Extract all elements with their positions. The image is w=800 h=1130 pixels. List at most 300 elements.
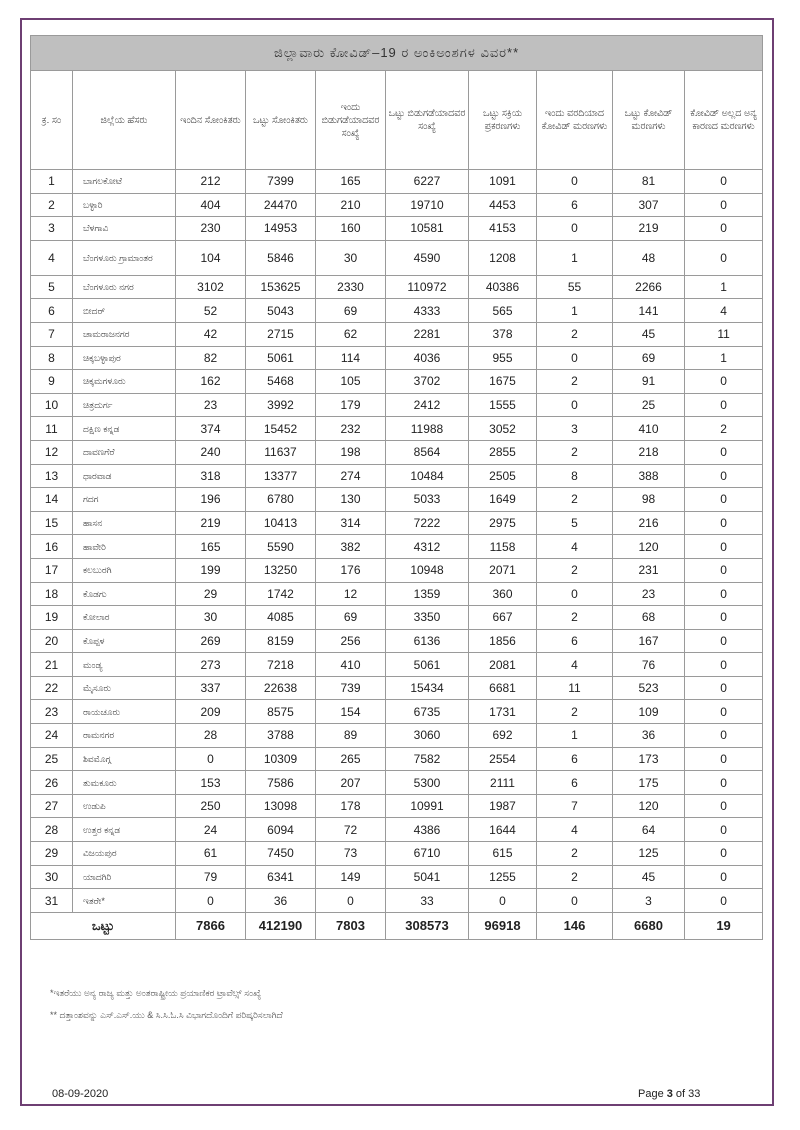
table-cell: 2554	[469, 747, 537, 771]
table-cell: 0	[685, 558, 763, 582]
table-cell: 0	[685, 889, 763, 913]
district-name-cell: ರಾಯಚೂರು	[73, 700, 176, 724]
table-cell: 0	[537, 170, 613, 194]
table-row	[31, 558, 763, 582]
table-cell: 523	[613, 676, 685, 700]
total-cell: 308573	[386, 912, 469, 939]
district-name-cell: ಚಾಮರಾಜನಗರ	[73, 322, 176, 346]
table-cell: 1	[685, 275, 763, 299]
table-cell: 378	[469, 322, 537, 346]
table-cell: 0	[685, 170, 763, 194]
table-cell: 318	[176, 464, 246, 488]
district-covid-table	[30, 35, 763, 940]
table-cell: 0	[176, 747, 246, 771]
table-cell: 0	[537, 217, 613, 241]
table-cell: 0	[685, 794, 763, 818]
table-cell: 72	[316, 818, 386, 842]
table-cell: 25	[613, 393, 685, 417]
table-cell: 19710	[386, 193, 469, 217]
table-cell: 120	[613, 535, 685, 559]
table-cell: 91	[613, 370, 685, 394]
table-cell: 1742	[246, 582, 316, 606]
table-cell: 24	[176, 818, 246, 842]
table-row	[31, 240, 763, 275]
table-cell: 0	[685, 393, 763, 417]
district-name-cell: ಕೊಡಗು	[73, 582, 176, 606]
table-cell: 2330	[316, 275, 386, 299]
table-row	[31, 346, 763, 370]
table-cell: 0	[469, 889, 537, 913]
table-cell: 36	[613, 724, 685, 748]
table-cell: 12	[31, 440, 73, 464]
district-name-cell: ಯಾದಗಿರಿ	[73, 865, 176, 889]
table-cell: 0	[316, 889, 386, 913]
table-row	[31, 417, 763, 441]
district-name-cell: ಇತರೇ*	[73, 889, 176, 913]
total-cell: 96918	[469, 912, 537, 939]
table-cell: 14	[31, 488, 73, 512]
district-name-cell: ಕೋಲಾರ	[73, 606, 176, 630]
footer-date: 08-09-2020	[52, 1088, 109, 1100]
table-row	[31, 629, 763, 653]
table-cell: 125	[613, 842, 685, 866]
table-cell: 5468	[246, 370, 316, 394]
district-name-cell: ದಾವಣಗೆರೆ	[73, 440, 176, 464]
table-row	[31, 217, 763, 241]
table-cell: 6	[537, 747, 613, 771]
table-cell: 4153	[469, 217, 537, 241]
table-cell: 360	[469, 582, 537, 606]
table-cell: 218	[613, 440, 685, 464]
table-cell: 23	[31, 700, 73, 724]
table-cell: 109	[613, 700, 685, 724]
table-cell: 739	[316, 676, 386, 700]
table-cell: 0	[685, 747, 763, 771]
table-cell: 73	[316, 842, 386, 866]
table-cell: 19	[31, 606, 73, 630]
table-cell: 26	[31, 771, 73, 795]
table-cell: 8564	[386, 440, 469, 464]
table-cell: 269	[176, 629, 246, 653]
table-cell: 1208	[469, 240, 537, 275]
footer-page	[638, 1088, 700, 1100]
table-cell: 6	[537, 193, 613, 217]
table-cell: 13	[31, 464, 73, 488]
table-cell: 382	[316, 535, 386, 559]
table-cell: 410	[316, 653, 386, 677]
table-row	[31, 606, 763, 630]
table-cell: 2	[685, 417, 763, 441]
table-cell: 410	[613, 417, 685, 441]
table-row	[31, 170, 763, 194]
table-cell: 210	[316, 193, 386, 217]
table-row	[31, 724, 763, 748]
table-cell: 2412	[386, 393, 469, 417]
table-cell: 30	[316, 240, 386, 275]
table-cell: 12	[316, 582, 386, 606]
table-cell: 219	[176, 511, 246, 535]
table-cell: 5033	[386, 488, 469, 512]
table-cell: 2111	[469, 771, 537, 795]
table-cell: 13098	[246, 794, 316, 818]
table-cell: 28	[31, 818, 73, 842]
table-cell: 5	[31, 275, 73, 299]
total-cell: 6680	[613, 912, 685, 939]
table-cell: 2855	[469, 440, 537, 464]
table-cell: 4312	[386, 535, 469, 559]
table-cell: 1	[537, 299, 613, 323]
district-name-cell: ಚಿಕ್ಕಬಳ್ಳಾಪುರ	[73, 346, 176, 370]
table-cell: 178	[316, 794, 386, 818]
footnote-2: ** ದತ್ತಾಂಶವನ್ನು ಎಸ್.ಎಸ್.ಯು & ಸಿ.ಸಿ.ಓ.ಸಿ ವಿಭಾಗದೊಂದಿಗೆ ಪರಿಷ್ಕರಿಸಲಾಗಿದೆ	[50, 1010, 283, 1020]
table-cell: 4	[31, 240, 73, 275]
column-header: ಕ್ರ. ಸಂ	[31, 71, 73, 170]
column-header: ಇಂದು ವರದಿಯಾದ ಕೋವಿಡ್ ಮರಣಗಳು	[537, 71, 613, 170]
table-cell: 10948	[386, 558, 469, 582]
table-cell: 22	[31, 676, 73, 700]
table-cell: 8159	[246, 629, 316, 653]
table-cell: 7	[537, 794, 613, 818]
table-cell: 1675	[469, 370, 537, 394]
table-cell: 337	[176, 676, 246, 700]
total-cell: 7866	[176, 912, 246, 939]
table-cell: 388	[613, 464, 685, 488]
table-cell: 240	[176, 440, 246, 464]
district-name-cell: ಧಾರವಾಡ	[73, 464, 176, 488]
column-header: ಒಟ್ಟು ಸೋಂಕಿತರು	[246, 71, 316, 170]
table-cell: 0	[685, 193, 763, 217]
table-cell: 0	[537, 889, 613, 913]
table-row	[31, 747, 763, 771]
page-number: 3	[666, 1088, 673, 1100]
table-cell: 25	[31, 747, 73, 771]
table-cell: 4085	[246, 606, 316, 630]
table-cell: 120	[613, 794, 685, 818]
table-cell: 256	[316, 629, 386, 653]
table-cell: 2	[537, 322, 613, 346]
table-cell: 11	[537, 676, 613, 700]
table-cell: 23	[176, 393, 246, 417]
table-cell: 10	[31, 393, 73, 417]
table-cell: 15434	[386, 676, 469, 700]
table-cell: 153	[176, 771, 246, 795]
table-cell: 374	[176, 417, 246, 441]
table-cell: 5061	[386, 653, 469, 677]
table-cell: 4	[685, 299, 763, 323]
table-cell: 13250	[246, 558, 316, 582]
table-cell: 0	[685, 464, 763, 488]
table-cell: 216	[613, 511, 685, 535]
table-cell: 5590	[246, 535, 316, 559]
column-header: ಒಟ್ಟು ಸಕ್ರಿಯ ಪ್ರಕರಣಗಳು	[469, 71, 537, 170]
table-cell: 7450	[246, 842, 316, 866]
column-header: ಕೋವಿಡ್ ಅಲ್ಲದ ಅನ್ಯ ಕಾರಣದ ಮರಣಗಳು	[685, 71, 763, 170]
table-cell: 0	[685, 700, 763, 724]
table-row	[31, 794, 763, 818]
table-cell: 231	[613, 558, 685, 582]
district-name-cell: ಚಿತ್ರದುರ್ಗ	[73, 393, 176, 417]
district-name-cell: ಉತ್ತರ ಕನ್ನಡ	[73, 818, 176, 842]
table-cell: 2	[537, 606, 613, 630]
table-body	[31, 170, 763, 940]
table-cell: 55	[537, 275, 613, 299]
table-cell: 1731	[469, 700, 537, 724]
table-cell: 2081	[469, 653, 537, 677]
table-cell: 314	[316, 511, 386, 535]
table-cell: 79	[176, 865, 246, 889]
table-cell: 1359	[386, 582, 469, 606]
district-name-cell: ಬೆಂಗಳೂರು ಗ್ರಾಮಾಂತರ	[73, 240, 176, 275]
table-cell: 9	[31, 370, 73, 394]
table-cell: 250	[176, 794, 246, 818]
table-cell: 162	[176, 370, 246, 394]
table-cell: 6735	[386, 700, 469, 724]
table-cell: 154	[316, 700, 386, 724]
table-cell: 10581	[386, 217, 469, 241]
table-cell: 0	[685, 582, 763, 606]
table-cell: 1	[537, 240, 613, 275]
table-row	[31, 370, 763, 394]
table-cell: 69	[316, 299, 386, 323]
table-cell: 36	[246, 889, 316, 913]
footnote-1: *ಇತರೆಯು ಅನ್ಯ ರಾಜ್ಯ ಮತ್ತು ಅಂತರಾಷ್ಟ್ರೀಯ ಪ್ರಯಾಣಿಕರ ಟ್ರಾವೆಲ್ಸ್ ಸಂಖ್ಯೆ	[50, 988, 262, 998]
table-cell: 4	[537, 818, 613, 842]
table-cell: 4036	[386, 346, 469, 370]
table-cell: 0	[685, 440, 763, 464]
table-row	[31, 299, 763, 323]
table-cell: 153625	[246, 275, 316, 299]
district-name-cell: ಕೊಪ್ಪಳ	[73, 629, 176, 653]
table-cell: 29	[176, 582, 246, 606]
table-cell: 10309	[246, 747, 316, 771]
table-row	[31, 818, 763, 842]
district-name-cell: ದಕ್ಷಿಣ ಕನ್ನಡ	[73, 417, 176, 441]
table-cell: 0	[685, 370, 763, 394]
column-header: ಜಿಲ್ಲೆಯ ಹೆಸರು	[73, 71, 176, 170]
table-cell: 207	[316, 771, 386, 795]
table-row	[31, 193, 763, 217]
table-cell: 1091	[469, 170, 537, 194]
district-name-cell: ತುಮಕೂರು	[73, 771, 176, 795]
table-cell: 0	[685, 511, 763, 535]
table-cell: 6	[537, 629, 613, 653]
table-cell: 0	[685, 629, 763, 653]
table-cell: 5043	[246, 299, 316, 323]
table-cell: 89	[316, 724, 386, 748]
table-cell: 52	[176, 299, 246, 323]
district-table-container	[30, 35, 762, 940]
table-cell: 0	[685, 818, 763, 842]
table-cell: 48	[613, 240, 685, 275]
table-cell: 175	[613, 771, 685, 795]
district-name-cell: ಕಲಬುರಗಿ	[73, 558, 176, 582]
table-cell: 265	[316, 747, 386, 771]
table-cell: 27	[31, 794, 73, 818]
table-row	[31, 488, 763, 512]
table-cell: 0	[537, 393, 613, 417]
table-cell: 2	[537, 370, 613, 394]
district-name-cell: ಉಡುಪಿ	[73, 794, 176, 818]
table-cell: 69	[316, 606, 386, 630]
page-suffix: of 33	[672, 1088, 701, 1100]
table-cell: 7222	[386, 511, 469, 535]
table-cell: 31	[31, 889, 73, 913]
total-cell: 146	[537, 912, 613, 939]
table-cell: 6136	[386, 629, 469, 653]
table-cell: 0	[685, 606, 763, 630]
table-cell: 199	[176, 558, 246, 582]
district-name-cell: ಮಂಡ್ಯ	[73, 653, 176, 677]
table-cell: 198	[316, 440, 386, 464]
table-cell: 6	[31, 299, 73, 323]
table-cell: 16	[31, 535, 73, 559]
table-cell: 69	[613, 346, 685, 370]
table-cell: 3788	[246, 724, 316, 748]
table-cell: 565	[469, 299, 537, 323]
table-cell: 3992	[246, 393, 316, 417]
table-row	[31, 676, 763, 700]
table-row	[31, 653, 763, 677]
table-cell: 149	[316, 865, 386, 889]
table-cell: 10991	[386, 794, 469, 818]
table-cell: 1158	[469, 535, 537, 559]
table-cell: 105	[316, 370, 386, 394]
table-cell: 20	[31, 629, 73, 653]
table-cell: 130	[316, 488, 386, 512]
table-cell: 76	[613, 653, 685, 677]
table-cell: 0	[537, 346, 613, 370]
table-cell: 23	[613, 582, 685, 606]
table-cell: 6341	[246, 865, 316, 889]
table-cell: 1	[31, 170, 73, 194]
table-cell: 6681	[469, 676, 537, 700]
header-row	[31, 71, 763, 170]
table-cell: 11	[31, 417, 73, 441]
table-cell: 0	[685, 842, 763, 866]
table-row	[31, 464, 763, 488]
table-cell: 167	[613, 629, 685, 653]
table-cell: 0	[685, 217, 763, 241]
table-cell: 3702	[386, 370, 469, 394]
table-cell: 33	[386, 889, 469, 913]
district-name-cell: ಶಿವಮೊಗ್ಗ	[73, 747, 176, 771]
table-cell: 8	[537, 464, 613, 488]
table-cell: 4453	[469, 193, 537, 217]
table-cell: 62	[316, 322, 386, 346]
table-cell: 1856	[469, 629, 537, 653]
table-cell: 6	[537, 771, 613, 795]
table-cell: 6780	[246, 488, 316, 512]
table-cell: 2	[537, 488, 613, 512]
table-cell: 5041	[386, 865, 469, 889]
table-cell: 209	[176, 700, 246, 724]
table-cell: 15452	[246, 417, 316, 441]
table-cell: 7586	[246, 771, 316, 795]
column-header: ಇಂದು ಬಿಡುಗಡೆಯಾದವರ ಸಂಖ್ಯೆ	[316, 71, 386, 170]
table-cell: 1	[685, 346, 763, 370]
table-cell: 307	[613, 193, 685, 217]
district-name-cell: ಬೆಂಗಳೂರು ನಗರ	[73, 275, 176, 299]
district-name-cell: ವಿಜಯಪುರ	[73, 842, 176, 866]
table-cell: 4590	[386, 240, 469, 275]
table-cell: 667	[469, 606, 537, 630]
table-cell: 110972	[386, 275, 469, 299]
table-cell: 1649	[469, 488, 537, 512]
column-header: ಒಟ್ಟು ಬಿಡುಗಡೆಯಾದವರ ಸಂಖ್ಯೆ	[386, 71, 469, 170]
table-row	[31, 700, 763, 724]
table-cell: 1555	[469, 393, 537, 417]
district-name-cell: ಬಳ್ಳಾರಿ	[73, 193, 176, 217]
table-cell: 81	[613, 170, 685, 194]
table-cell: 7399	[246, 170, 316, 194]
table-cell: 5061	[246, 346, 316, 370]
table-cell: 68	[613, 606, 685, 630]
table-cell: 2	[537, 700, 613, 724]
table-cell: 4	[537, 653, 613, 677]
total-row	[31, 912, 763, 939]
table-cell: 13377	[246, 464, 316, 488]
table-cell: 274	[316, 464, 386, 488]
table-cell: 1987	[469, 794, 537, 818]
table-cell: 4	[537, 535, 613, 559]
table-cell: 1644	[469, 818, 537, 842]
district-name-cell: ಹಾಸನ	[73, 511, 176, 535]
table-cell: 3102	[176, 275, 246, 299]
table-cell: 6227	[386, 170, 469, 194]
table-cell: 5	[537, 511, 613, 535]
table-cell: 165	[316, 170, 386, 194]
table-cell: 160	[316, 217, 386, 241]
table-cell: 173	[613, 747, 685, 771]
table-cell: 28	[176, 724, 246, 748]
column-header: ಒಟ್ಟು ಕೋವಿಡ್ ಮರಣಗಳು	[613, 71, 685, 170]
table-cell: 165	[176, 535, 246, 559]
table-cell: 404	[176, 193, 246, 217]
table-cell: 104	[176, 240, 246, 275]
table-row	[31, 865, 763, 889]
table-row	[31, 842, 763, 866]
table-cell: 955	[469, 346, 537, 370]
table-cell: 230	[176, 217, 246, 241]
table-cell: 114	[316, 346, 386, 370]
page-prefix: Page	[638, 1088, 667, 1100]
table-cell: 212	[176, 170, 246, 194]
table-cell: 4386	[386, 818, 469, 842]
total-label-cell: ಒಟ್ಟು	[31, 912, 176, 939]
table-cell: 0	[685, 240, 763, 275]
table-cell: 15	[31, 511, 73, 535]
table-cell: 0	[685, 535, 763, 559]
table-cell: 2	[537, 865, 613, 889]
table-cell: 1255	[469, 865, 537, 889]
table-cell: 98	[613, 488, 685, 512]
table-cell: 273	[176, 653, 246, 677]
table-cell: 18	[31, 582, 73, 606]
table-row	[31, 889, 763, 913]
table-cell: 24470	[246, 193, 316, 217]
table-cell: 196	[176, 488, 246, 512]
table-cell: 1	[537, 724, 613, 748]
table-row	[31, 511, 763, 535]
table-row	[31, 535, 763, 559]
column-header: ಇಂದಿನ ಸೋಂಕಿತರು	[176, 71, 246, 170]
table-cell: 0	[685, 865, 763, 889]
table-cell: 0	[685, 488, 763, 512]
table-cell: 7582	[386, 747, 469, 771]
table-cell: 2071	[469, 558, 537, 582]
table-cell: 3052	[469, 417, 537, 441]
table-cell: 61	[176, 842, 246, 866]
